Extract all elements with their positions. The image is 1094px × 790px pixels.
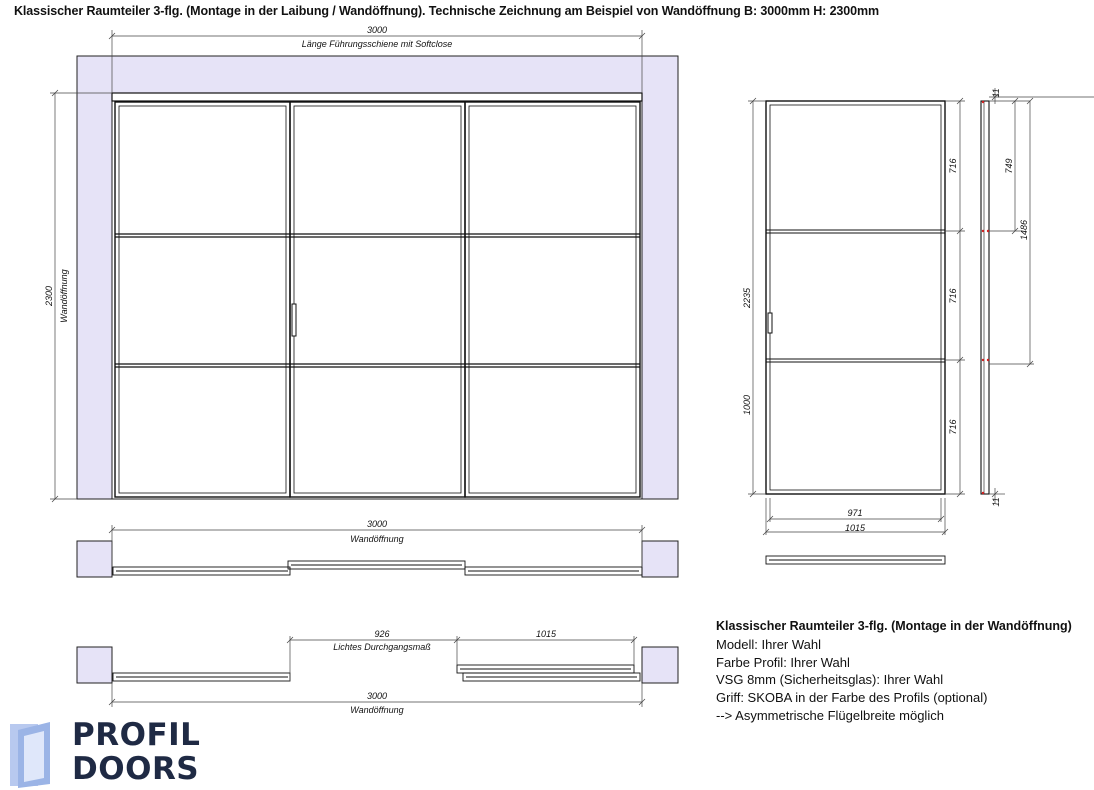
leaf-width-value: 1015 bbox=[535, 629, 557, 639]
closed-width-label: Wandöffnung bbox=[350, 534, 404, 544]
info-model: Modell: Ihrer Wahl bbox=[716, 636, 821, 652]
top-view-open bbox=[77, 629, 678, 715]
passage-width-label: Lichtes Durchgangsmaß bbox=[333, 642, 431, 652]
door-handle bbox=[768, 313, 772, 333]
profil-doors-logo bbox=[10, 717, 201, 788]
pane-height-1: 716 bbox=[948, 158, 958, 174]
single-leaf-view bbox=[742, 98, 965, 564]
door-leaf-2 bbox=[290, 102, 465, 497]
profile-bottom-value: 11 bbox=[991, 497, 1001, 507]
drawing-title: Klassischer Raumteiler 3-flg. (Montage in der Laibung / Wandöffnung). Technische Zeichnung am Beispiel von Wandöffnung B: 3000mm H: 2300mm bbox=[14, 4, 880, 18]
leaf-height-value: 2235 bbox=[742, 287, 752, 309]
logo-door-icon bbox=[10, 722, 52, 788]
upper-mullion-value: 749 bbox=[1004, 158, 1014, 174]
leaf-section bbox=[766, 556, 945, 564]
handle-height-value: 1000 bbox=[742, 394, 752, 416]
door-leaf-1 bbox=[115, 102, 290, 497]
open-width-label: Wandöffnung bbox=[350, 705, 404, 715]
door-leaf-3 bbox=[465, 102, 640, 497]
info-heading: Klassischer Raumteiler 3-flg. (Montage in der Wandöffnung) bbox=[716, 619, 1072, 633]
top-view-closed bbox=[77, 519, 678, 577]
pane-height-3: 716 bbox=[948, 419, 958, 435]
rail-width-value: 3000 bbox=[366, 25, 388, 35]
rail-width-label: Länge Führungsschiene mit Softclose bbox=[301, 39, 453, 49]
height-value: 2300 bbox=[44, 285, 54, 307]
info-profile-color: Farbe Profil: Ihrer Wahl bbox=[716, 654, 850, 670]
closed-width-value: 3000 bbox=[366, 519, 388, 529]
pane-height-2: 716 bbox=[948, 288, 958, 304]
open-width-value: 3000 bbox=[366, 691, 388, 701]
profile-section-view bbox=[981, 88, 1094, 507]
product-info bbox=[716, 618, 1072, 725]
info-handle: Griff: SKOBA in der Farbe des Profils (optional) bbox=[716, 690, 988, 706]
height-label: Wandöffnung bbox=[59, 269, 69, 323]
wall-right bbox=[642, 541, 678, 577]
info-glass: VSG 8mm (Sicherheitsglas): Ihrer Wahl bbox=[716, 672, 944, 688]
logo-line-1: PROFIL bbox=[72, 717, 201, 753]
guide-rail bbox=[112, 93, 642, 101]
wall-opening bbox=[77, 56, 678, 499]
passage-width-value: 926 bbox=[374, 629, 390, 639]
profile-top-value: 11 bbox=[991, 88, 1001, 98]
front-view bbox=[44, 25, 678, 502]
lower-mullion-value: 1486 bbox=[1019, 219, 1029, 241]
glass-width-value: 971 bbox=[847, 508, 863, 518]
wall-left bbox=[77, 647, 112, 683]
door-handle bbox=[292, 304, 296, 336]
info-asymmetric: --> Asymmetrische Flügelbreite möglich bbox=[716, 707, 944, 723]
wall-left bbox=[77, 541, 112, 577]
leaf-width-value: 1015 bbox=[844, 523, 866, 533]
logo-line-2: DOORS bbox=[72, 751, 200, 787]
wall-right bbox=[642, 647, 678, 683]
